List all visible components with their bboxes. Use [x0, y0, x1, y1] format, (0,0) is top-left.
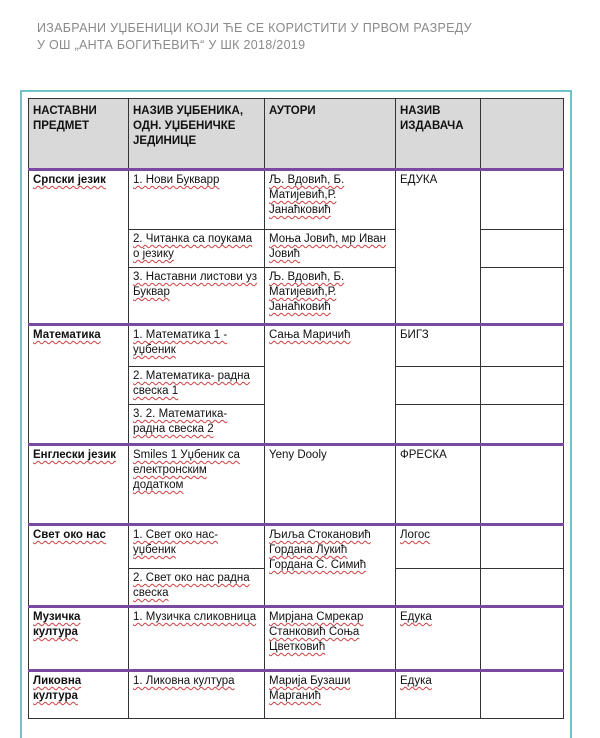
extra-cell	[481, 268, 564, 325]
table-row	[29, 325, 564, 367]
extra-cell	[481, 325, 564, 367]
publisher-cell: Логос	[396, 525, 481, 569]
header-extra	[481, 99, 564, 170]
publisher-cell: БИГЗ	[396, 325, 481, 367]
header-subject: НАСТАВНИ ПРЕДМЕТ	[29, 99, 129, 170]
heading-line-2: У ОШ „АНТА БОГИЋЕВИЋ“ У ШК 2018/2019	[37, 38, 306, 52]
book-cell: 1. Математика 1 - уџбеник	[129, 325, 265, 367]
authors-cell: Љ. Вдовић, Б. Матијевић,Р. Јанаћковић	[265, 170, 396, 230]
table-header-row	[29, 99, 564, 170]
authors-cell: Мирјана Смрекар Станковић Соња Цветковић	[265, 607, 396, 671]
book-cell: Smiles 1 Уџбеник са електронским додатком	[129, 445, 265, 525]
book-cell: 3. 2. Математика- радна свеска 2	[129, 405, 265, 445]
extra-cell	[481, 405, 564, 445]
book-cell: 3. Наставни листови уз Буквар	[129, 268, 265, 325]
subject-cell: Свет око нас	[29, 525, 129, 607]
document-heading	[37, 20, 557, 54]
subject-cell: Српски језик	[29, 170, 129, 325]
extra-cell	[481, 230, 564, 268]
publisher-cell	[396, 405, 481, 445]
publisher-cell	[396, 569, 481, 607]
table-row	[29, 170, 564, 230]
publisher-cell: Едука	[396, 607, 481, 671]
textbook-table	[28, 98, 564, 719]
extra-cell	[481, 569, 564, 607]
table-row	[29, 607, 564, 671]
extra-cell	[481, 170, 564, 230]
authors-cell: Моња Јовић, мр Иван Јовић	[265, 230, 396, 268]
heading-line-1: ИЗАБРАНИ УЏБЕНИЦИ КОЈИ ЋЕ СЕ КОРИСТИТИ У ПРВОМ РАЗРЕДУ	[37, 21, 472, 35]
extra-cell	[481, 367, 564, 405]
header-title: НАЗИВ УЏБЕНИКА, ОДН. УЏБЕНИЧКЕ ЈЕДИНИЦЕ	[129, 99, 265, 170]
book-cell: 1. Ликовна култура	[129, 671, 265, 719]
book-cell: 1. Музичка сликовница	[129, 607, 265, 671]
publisher-cell: Едука	[396, 671, 481, 719]
subject-cell: Математика	[29, 325, 129, 445]
table-row	[29, 525, 564, 569]
authors-cell: Љиља Стокановић Гордана Лукић Гордана С. Симић	[265, 525, 396, 607]
book-cell: 2. Читанка са поукама о језику	[129, 230, 265, 268]
publisher-cell: ФРЕСКА	[396, 445, 481, 525]
extra-cell	[481, 525, 564, 569]
table-row	[29, 671, 564, 719]
header-authors: АУТОРИ	[265, 99, 396, 170]
subject-cell: Музичка култура	[29, 607, 129, 671]
publisher-cell	[396, 367, 481, 405]
header-publisher: НАЗИВ ИЗДАВАЧА	[396, 99, 481, 170]
authors-cell: Љ. Вдовић, Б. Матијевић,Р. Јанаћковић	[265, 268, 396, 325]
authors-cell: Сања Маричић	[265, 325, 396, 445]
publisher-cell: ЕДУКА	[396, 170, 481, 325]
subject-cell: Енглески језик	[29, 445, 129, 525]
subject-cell: Ликовна култура	[29, 671, 129, 719]
book-cell: 1. Нови Букварр	[129, 170, 265, 230]
extra-cell	[481, 445, 564, 525]
book-cell: 2. Свет око нас радна свеска	[129, 569, 265, 607]
extra-cell	[481, 607, 564, 671]
extra-cell	[481, 671, 564, 719]
book-cell: 2. Математика- радна свеска 1	[129, 367, 265, 405]
authors-cell: Yeny Dooly	[265, 445, 396, 525]
book-cell: 1. Свет око нас- уџбеник	[129, 525, 265, 569]
table-row	[29, 445, 564, 525]
authors-cell: Марија Бузаши Марганић	[265, 671, 396, 719]
